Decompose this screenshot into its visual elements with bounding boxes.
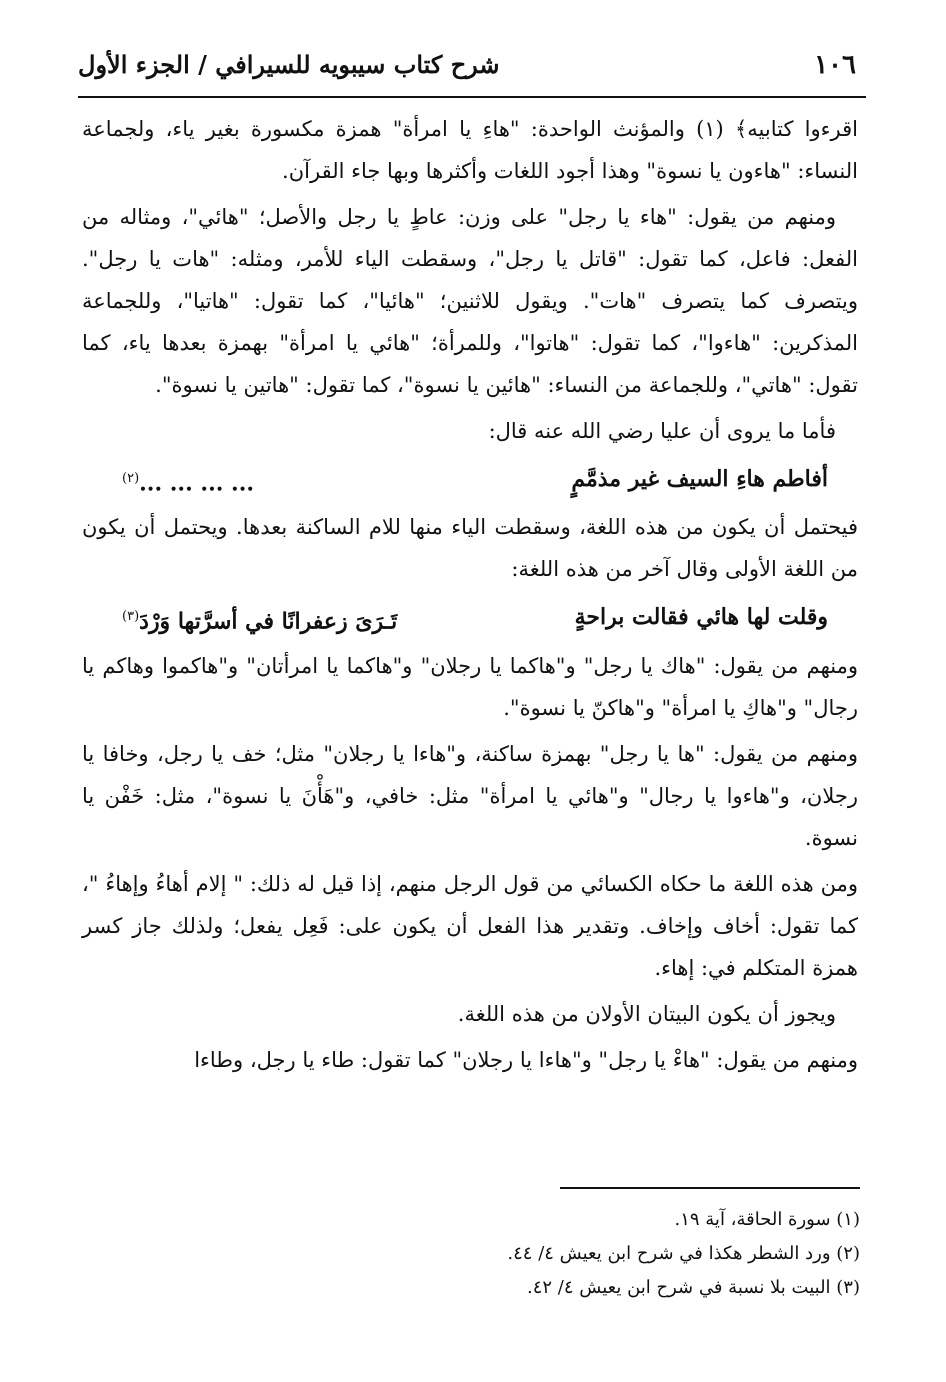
verse-1	[82, 456, 858, 506]
verse-2	[82, 594, 858, 644]
paragraph-6: ومنهم من يقول: "ها يا رجل" بهمزة ساكنة، و"هاءا يا رجلان" مثل؛ خف يا رجل، وخافا يا رجلان، و"هاءوا يا رجال" و"هائي يا امرأة" مثل: خافي، و"هَأْنَ يا نسوة"، مثل: خَفْن يا نسوة.	[82, 741, 858, 850]
paragraph-9: ومنهم من يقول: "هاءْ يا رجل" و"هاءا يا رجلان" كما تقول: طاء يا رجل، وطاءا	[194, 1047, 858, 1072]
paragraph-3: فأما ما يروى أن عليا رضي الله عنه قال:	[488, 419, 836, 443]
verse-1-first-hemistich: أفاطم هاءِ السيف غير مذمَّمٍ	[571, 466, 828, 492]
verse-2-second-hemistich	[122, 594, 397, 644]
footnote-3: (٣) البيت بلا نسبة في شرح ابن يعيش ٤/ ٤٢.	[527, 1277, 860, 1298]
verse-1-second-hemistich	[122, 456, 254, 506]
footnote-2: (٢) ورد الشطر هكذا في شرح ابن يعيش ٤/ ٤٤.	[507, 1243, 860, 1264]
running-title: شرح كتاب سيبويه للسيرافي / الجزء الأول	[78, 50, 500, 79]
paragraph-8: ويجوز أن يكون البيتان الأولان من هذه اللغة.	[457, 1001, 836, 1026]
footnote-divider	[560, 1187, 860, 1189]
paragraph-2: ومنهم من يقول: "هاء يا رجل" على وزن: عاطٍ يا رجل والأصل؛ "هائي"، ومثاله من الفعل: فاعل، كما تقول: "قاتل يا رجل"، وسقطت الياء للأمر، ومثله: "هات يا رجل". ويتصرف كما يتصرف "هات". ويقول للاثنين؛ "هائيا"، كما تقول: "هاتيا"، وللجماعة المذكرين: "هاءوا"، كما تقول: "هاتوا"، وللمرأة؛ "هائي يا امرأة" بهمزة بعدها ياء، كما تقول: "هاتي"، وللجماعة من النساء: "هائين يا نسوة"، كما تقول: "هاتين يا نسوة".	[82, 205, 858, 397]
footnote-1: (١) سورة الحاقة، آية ١٩.	[674, 1209, 860, 1230]
page-header	[78, 44, 866, 94]
main-text	[82, 108, 858, 1085]
paragraph-5: ومنهم من يقول: "هاك يا رجل" و"هاكما يا رجلان" و"هاكما يا امرأتان" و"هاكموا وهاكم يا رجال" و"هاكِ يا امرأة" و"هاكنّ يا نسوة".	[82, 653, 858, 720]
footnote-ref-3: (٣)	[122, 609, 140, 625]
footnotes	[460, 1203, 860, 1305]
verse-1-ellipsis: ... ... ... ...	[139, 470, 255, 497]
footnote-ref-2: (٢)	[122, 471, 140, 486]
page-number: ١٠٦	[814, 50, 856, 80]
paragraph-7: ومن هذه اللغة ما حكاه الكسائي من قول الرجل منهم، إذا قيل له ذلك: " إلام أهاءُ وإهاءُ "، كما تقول: أخاف وإخاف. وتقدير هذا الفعل أن يكون على: فَعِل يفعل؛ ولذلك جاز كسر همزة المتكلم في: إهاء.	[82, 871, 858, 980]
paragraph-4: فيحتمل أن يكون من هذه اللغة، وسقطت الياء منها للام الساكنة بعدها. ويحتمل أن يكون من اللغة الأولى وقال آخر من هذه اللغة:	[82, 515, 859, 582]
header-divider	[78, 96, 866, 98]
verse-2-first-hemistich: وقلت لها هائي فقالت براحةٍ	[574, 604, 828, 631]
paragraph-1: اقرءوا كتابيه﴾ (١) والمؤنث الواحدة: "هاءِ يا امرأة" همزة مكسورة بغير ياء، ولجماعة النساء: "هاءون يا نسوة" وهذا أجود اللغات وأكثرها وبها جاء القرآن.	[82, 117, 858, 183]
verse-2-text: تَـرَىَ زعفرانًا في أسرَّتها وَرْدَ	[139, 608, 398, 635]
